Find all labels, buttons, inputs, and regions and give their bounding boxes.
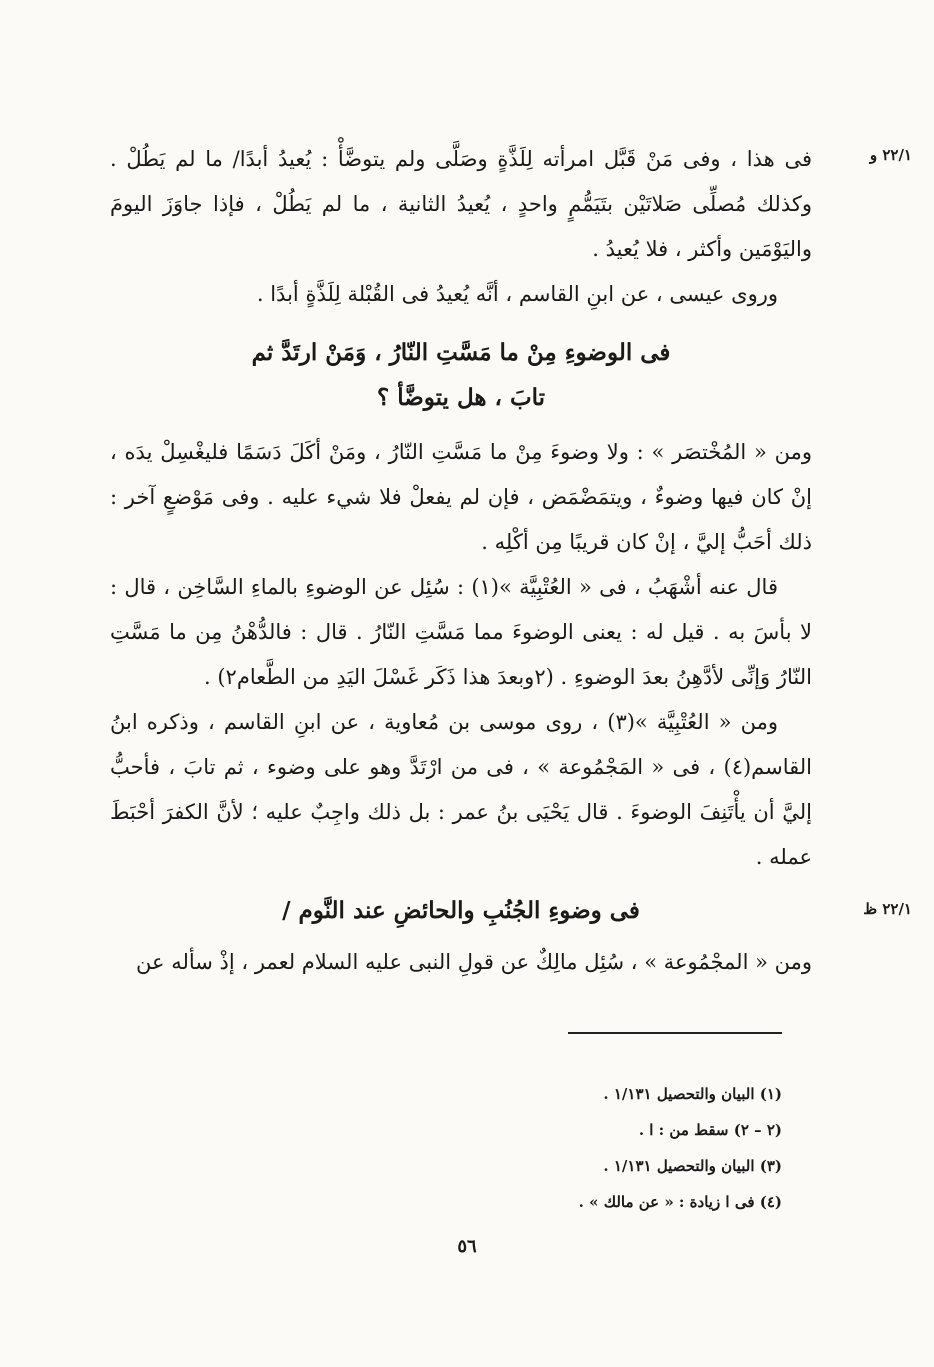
footnote: (٣) البيان والتحصيل ١/١٣١ . <box>603 1157 782 1175</box>
paragraph: ومن « المجْمُوعة » ، سُئِل مالِكٌ عن قولِ النبى عليه السلام لعمر ، إذْ سأله عن <box>136 950 812 974</box>
paragraph: قال عنه أشْهَبُ ، فى « العُتْبِيَّة »(١) : سُئِل عن الوضوءِ بالماءِ السَّاخِن ، قال : لا بأسَ به . قيل له : يعنى الوضوءَ مما مَسَّتِ النّارُ . قال : فالدُّهْنُ مِن ما مَسَّتِ النّارُ وَإنِّى لأدَّهِنُ بعدَ الوضوءِ . (٢وبعدَ هذا ذَكَر غَسْلَ اليَدِ من الطَّعام٢) . <box>110 575 812 689</box>
paragraph: فى هذا ، وفى مَنْ قَبَّل امرأته لِلَذَّةٍ وصَلَّى ولم يتوضَّأْ : يُعيدُ أبدًا/ ما لم يَطُلْ . وكذلك مُصلِّى صَلاتَيْن بتَيَمُّمٍ واحدٍ ، يُعيدُ الثانية ، ما لم يَطُلْ ، فإذا جاوَزَ اليومَ واليَوْمَين وأكثر ، فلا يُعيدُ . <box>110 147 812 261</box>
text-block-top <box>110 137 812 317</box>
footnote-divider <box>568 1032 782 1034</box>
footnote: (٢ – ٢) سقط من : ا . <box>638 1121 782 1139</box>
footnotes <box>380 1076 782 1220</box>
footnote: (٤) فى ا زيادة : « عن مالك » . <box>578 1193 782 1211</box>
heading-line: تابَ ، هل يتوضَّأ ؟ <box>376 384 546 411</box>
paragraph: ومن « المُخْتصَر » : ولا وضوءَ مِنْ ما مَسَّتِ النّارُ ، ومَنْ أكَلَ دَسَمًا فليغْسِلْ يدَه ، إنْ كان فيها وضوءٌ ، ويتمَضْمَض ، فإن لم يفعلْ فلا شيء عليه . وفى مَوْضعٍ آخر : ذلك أحَبُّ إليَّ ، إنْ كان قريبًا مِن أكْلِه . <box>110 440 812 554</box>
margin-note-folio-recto: ٢٢/١ و <box>869 146 912 164</box>
footnote: (١) البيان والتحصيل ١/١٣١ . <box>603 1085 782 1103</box>
section-heading: فى وضوءِ الجُنُبِ والحائضِ عند النَّوم / <box>282 897 640 924</box>
text-block-bottom <box>110 940 812 985</box>
text-block-middle <box>110 430 812 880</box>
paragraph: ومن « العُتْبِيَّة »(٣) ، روى موسى بن مُعاوية ، عن ابنِ القاسم ، وذكره ابنُ القاسم(٤) ، فى « المَجْمُوعة » ، فى من ارْتَدَّ وهو على وضوء ، ثم تابَ ، فأحبُّ إليَّ أن يأْتَنِفَ الوضوءَ . قال يَحْيَى بنُ عمر : بل ذلك واجِبٌ عليه ؛ لأنَّ الكفرَ أحْبَطَ عمله . <box>110 710 812 869</box>
margin-note-folio-verso: ٢٢/١ ظ <box>863 900 912 918</box>
section-heading <box>110 330 812 420</box>
paragraph: وروى عيسى ، عن ابنِ القاسم ، أنَّه يُعيدُ فى القُبْلة لِلَذَّةٍ أبدًا . <box>256 282 778 306</box>
heading-line: فى الوضوءِ مِنْ ما مَسَّتِ النّارُ ، وَمَنْ ارتَدَّ ثم <box>251 339 671 366</box>
page-number: ٥٦ <box>457 1236 477 1257</box>
